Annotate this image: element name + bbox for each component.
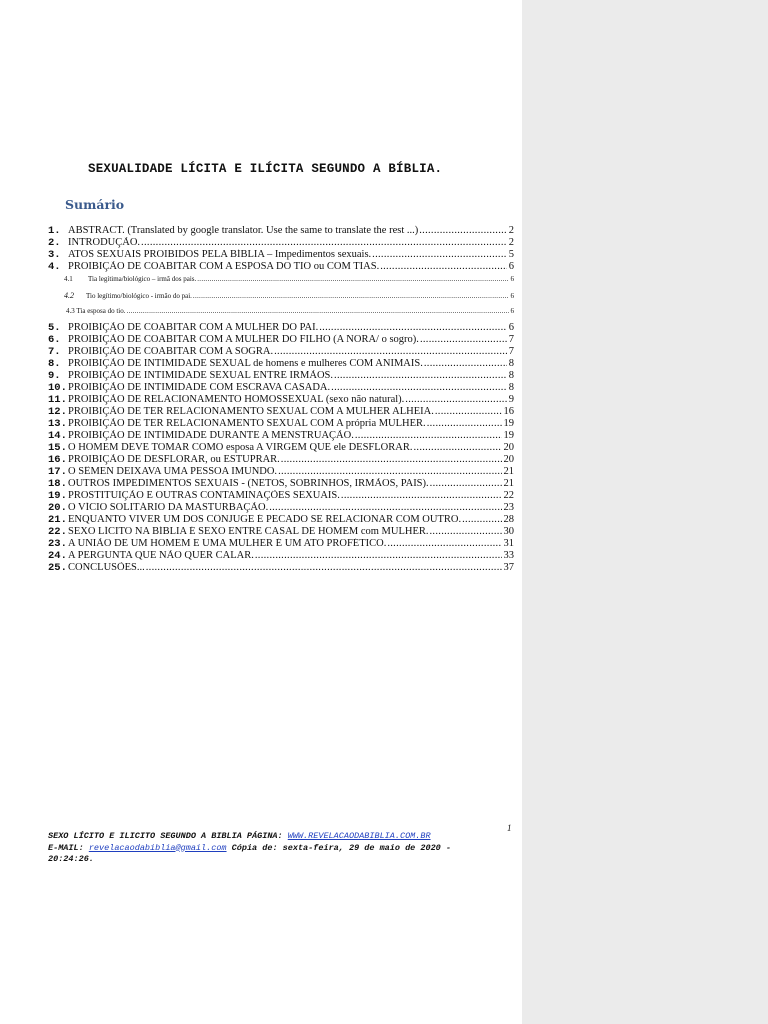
toc-leader-dots <box>341 490 502 501</box>
toc-entry-text: Tia legítima/biológico – irmã dos pais. <box>88 275 197 283</box>
toc-entry-page: 20 <box>503 442 514 453</box>
toc-entry-page: 22 <box>503 490 514 501</box>
toc-entry[interactable] <box>48 382 514 394</box>
page-footer <box>48 831 488 866</box>
toc-entry-text: ATOS SEXUAIS PROIBIDOS PELA BÍBLIA – Impedimentos sexuais. <box>68 249 372 260</box>
toc-entry[interactable] <box>48 291 514 300</box>
toc-entry-number: 23. <box>48 538 67 550</box>
toc-entry[interactable] <box>48 322 514 334</box>
toc-entry-number: 11. <box>48 394 67 406</box>
toc-leader-dots <box>413 442 501 453</box>
toc-entry-number: 8. <box>48 358 61 370</box>
toc-entry-number: 21. <box>48 514 67 526</box>
toc-entry-number: 2. <box>48 237 61 249</box>
toc-entry[interactable] <box>48 406 514 418</box>
toc-leader-dots <box>424 358 507 369</box>
toc-entry-text: ABSTRACT. (Translated by google translator. Use the same to translate the rest ...) <box>68 225 419 236</box>
toc-entry-number: 14. <box>48 430 67 442</box>
toc-entry-page: 8 <box>508 382 514 393</box>
toc-leader-dots <box>420 334 507 345</box>
toc-entry[interactable] <box>48 346 514 358</box>
toc-entry-page: 20 <box>503 454 514 465</box>
toc-entry-text: Tio legítimo/biológico - irmão do pai. <box>86 292 192 300</box>
toc-leader-dots <box>405 394 506 405</box>
toc-entry[interactable] <box>48 466 514 478</box>
toc-entry-page: 37 <box>503 562 514 573</box>
toc-leader-dots <box>269 502 501 513</box>
toc-entry-text: PROIBIÇÃO DE TER RELACIONAMENTO SEXUAL COM A própria MULHER. <box>68 418 426 429</box>
toc-entry-text: 4.3 Tia esposa do tio. <box>66 307 126 315</box>
toc-entry-page: 16 <box>503 406 514 417</box>
toc-entry-page: 19 <box>503 430 514 441</box>
toc-entry-number: 4. <box>48 261 61 273</box>
toc-entry-page: 6 <box>510 292 514 300</box>
toc-entry[interactable] <box>48 550 514 562</box>
toc-entry-number: 15. <box>48 442 67 454</box>
toc-entry-number: 9. <box>48 370 61 382</box>
toc-leader-dots <box>274 346 507 357</box>
toc-entry-number: 24. <box>48 550 67 562</box>
toc-entry-page: 6 <box>508 322 514 333</box>
toc-entry-page: 7 <box>508 346 514 357</box>
toc-entry[interactable] <box>48 538 514 550</box>
toc-entry-number: 5. <box>48 322 61 334</box>
toc-leader-dots <box>419 225 507 236</box>
toc-leader-dots <box>380 261 507 272</box>
footer-email-label: E-MAIL: <box>48 842 89 853</box>
toc-entry[interactable] <box>48 526 514 538</box>
toc-entry-text: PROIBIÇÃO DE COABITAR COM A MULHER DO FILHO (A NORA/ o sogro). <box>68 334 419 345</box>
toc-leader-dots <box>430 478 502 489</box>
toc-entry-page: 23 <box>503 502 514 513</box>
comment-pane <box>522 0 768 1024</box>
toc-entry[interactable] <box>48 502 514 514</box>
footer-copy-date: sexta-feira, 29 de maio de 2020 - 20:24:26. <box>48 842 451 864</box>
toc-entry-page: 6 <box>510 275 514 283</box>
toc-entry-text: A UNIÃO DE UM HOMEM E UMA MULHER É UM ATO PROFÉTICO. <box>68 538 387 549</box>
toc-entry-text: PROIBIÇÃO DE COABITAR COM A SOGRA. <box>68 346 274 357</box>
document-title: SEXUALIDADE LÍCITA E ILÍCITA SEGUNDO A BÍBLIA. <box>88 162 443 176</box>
toc-entry-page: 21 <box>503 466 514 477</box>
toc-entry-text: OUTROS IMPEDIMENTOS SEXUAIS - (NETOS, SOBRINHOS, IRMÃOS, PAIS). <box>68 478 429 489</box>
toc-entry-number: 10. <box>48 382 67 394</box>
toc-leader-dots <box>127 307 509 315</box>
email-link[interactable]: revelacaodabiblia@gmail.com <box>88 842 227 853</box>
toc-entry-number: 13. <box>48 418 67 430</box>
toc-leader-dots <box>146 562 502 573</box>
toc-entry[interactable] <box>48 249 514 261</box>
toc-entry-number: 20. <box>48 502 67 514</box>
toc-entry-page: 19 <box>503 418 514 429</box>
toc-entry-text: ENQUANTO VIVER UM DOS CÔNJUGE É PECADO SE RELACIONAR COM OUTRO. <box>68 514 462 525</box>
toc-leader-dots <box>372 249 507 260</box>
toc-entry-page: 5 <box>508 249 514 260</box>
toc-leader-dots <box>319 322 507 333</box>
toc-entry[interactable] <box>48 562 514 574</box>
toc-entry-number: 22. <box>48 526 67 538</box>
toc-entry-text: INTRODUÇÃO. <box>68 237 141 248</box>
toc-entry-number: 12. <box>48 406 67 418</box>
toc-entry-text: PROSTITUIÇÃO E OUTRAS CONTAMINAÇÕES SEXUAIS. <box>68 490 340 501</box>
toc-entry-page: 21 <box>503 478 514 489</box>
toc-leader-dots <box>193 292 509 300</box>
toc-leader-dots <box>355 430 502 441</box>
toc-leader-dots <box>462 514 501 525</box>
toc-leader-dots <box>334 370 507 381</box>
website-link[interactable]: WWW.REVELACAODABIBLIA.COM.BR <box>287 831 431 841</box>
toc-entry-page: 9 <box>508 394 514 405</box>
toc-entry[interactable] <box>48 334 514 346</box>
toc-entry-number: 3. <box>48 249 61 261</box>
toc-entry-text: PROIBIÇÃO DE DESFLORAR, ou ESTUPRAR. <box>68 454 280 465</box>
footer-copy-label: Cópia de: <box>226 842 283 853</box>
toc-entry-number: 4.1 <box>64 275 73 283</box>
toc-leader-dots <box>141 237 507 248</box>
toc-entry-page: 2 <box>508 237 514 248</box>
toc-entry-page: 2 <box>508 225 514 236</box>
toc-entry-number: 4.2 <box>64 291 74 300</box>
summary-heading: Sumário <box>65 197 125 212</box>
toc-entry-page: 30 <box>503 526 514 537</box>
toc-entry-text: O VÍCIO SOLITÁRIO DA MASTURBAÇÃO. <box>68 502 269 513</box>
toc-entry[interactable] <box>48 418 514 430</box>
toc-entry-text: PROIBIÇÃO DE COABITAR COM A MULHER DO PAI. <box>68 322 319 333</box>
toc-entry-text: PROIBIÇÃO DE TER RELACIONAMENTO SEXUAL COM A MULHER ALHEIA. <box>68 406 434 417</box>
toc-entry-text: A PERGUNTA QUE NÃO QUER CALAR. <box>68 550 254 561</box>
toc-entry-text: PROIBIÇÃO DE INTIMIDADE DURANTE A MENSTRUAÇÃO. <box>68 430 354 441</box>
toc-entry-number: 7. <box>48 346 61 358</box>
toc-entry-page: 8 <box>508 358 514 369</box>
toc-entry-number: 19. <box>48 490 67 502</box>
toc-entry-text: SEXO LÍCITO NA BÍBLIA É SEXO ENTRE CASAL DE HOMEM com MULHER. <box>68 526 429 537</box>
toc-entry[interactable] <box>48 307 514 315</box>
toc-entry-text: PROIBIÇÃO DE INTIMIDADE SEXUAL ENTRE IRMÃOS. <box>68 370 334 381</box>
footer-title: SEXO LÍCITO E ILICITO SEGUNDO A BIBLIA PÁGINA: <box>48 831 288 841</box>
toc-entry-text: PROIBIÇÃO DE COABITAR COM A ESPOSA DO TIO ou COM TIAS. <box>68 261 380 272</box>
toc-entry-text: PROIBIÇÃO DE INTIMIDADE SEXUAL de homens e mulheres COM ANIMAIS. <box>68 358 423 369</box>
toc-entry-page: 7 <box>508 334 514 345</box>
toc-entry-page: 33 <box>503 550 514 561</box>
toc-entry-page: 31 <box>503 538 514 549</box>
toc-leader-dots <box>435 406 502 417</box>
toc-entry[interactable] <box>48 490 514 502</box>
toc-leader-dots <box>427 418 502 429</box>
toc-entry-text: O SÊMEN DEIXAVA UMA PESSOA IMUNDO. <box>68 466 278 477</box>
toc-entry[interactable] <box>48 454 514 466</box>
toc-entry-text: O HOMEM DEVE TOMAR COMO esposa A VIRGEM QUE ele DESFLORAR. <box>68 442 413 453</box>
toc-entry[interactable] <box>48 478 514 490</box>
toc-entry[interactable] <box>48 430 514 442</box>
toc-entry[interactable] <box>48 237 514 249</box>
toc-entry-number: 1. <box>48 225 61 237</box>
toc-entry-text: PROIBIÇÃO DE INTIMIDADE COM ESCRAVA CASADA. <box>68 382 331 393</box>
toc-entry-page: 6 <box>508 261 514 272</box>
toc-leader-dots <box>197 275 508 283</box>
page-number: 1 <box>507 823 512 833</box>
toc-entry-number: 25. <box>48 562 67 574</box>
toc-leader-dots <box>430 526 502 537</box>
toc-entry-page: 6 <box>510 307 514 315</box>
toc-entry[interactable] <box>48 358 514 370</box>
toc-entry-number: 18. <box>48 478 67 490</box>
toc-leader-dots <box>387 538 501 549</box>
toc-entry-number: 16. <box>48 454 67 466</box>
toc-entry-text: CONCLUSÕES... <box>68 562 145 573</box>
toc-entry-page: 28 <box>503 514 514 525</box>
toc-entry-number: 17. <box>48 466 67 478</box>
toc-entry[interactable] <box>48 442 514 454</box>
toc-entry[interactable] <box>48 275 514 283</box>
toc-entry-text: PROIBIÇÃO DE RELACIONAMENTO HOMOSSEXUAL (sexo não natural). <box>68 394 405 405</box>
toc-entry[interactable] <box>48 370 514 382</box>
toc-leader-dots <box>255 550 502 561</box>
toc-entry[interactable] <box>48 514 514 526</box>
toc-leader-dots <box>278 466 501 477</box>
toc-entry-page: 8 <box>508 370 514 381</box>
toc-leader-dots <box>331 382 507 393</box>
toc-leader-dots <box>281 454 502 465</box>
toc-entry[interactable] <box>48 394 514 406</box>
toc-entry-number: 6. <box>48 334 61 346</box>
toc-entry[interactable] <box>48 261 514 273</box>
toc-entry[interactable] <box>48 225 514 237</box>
